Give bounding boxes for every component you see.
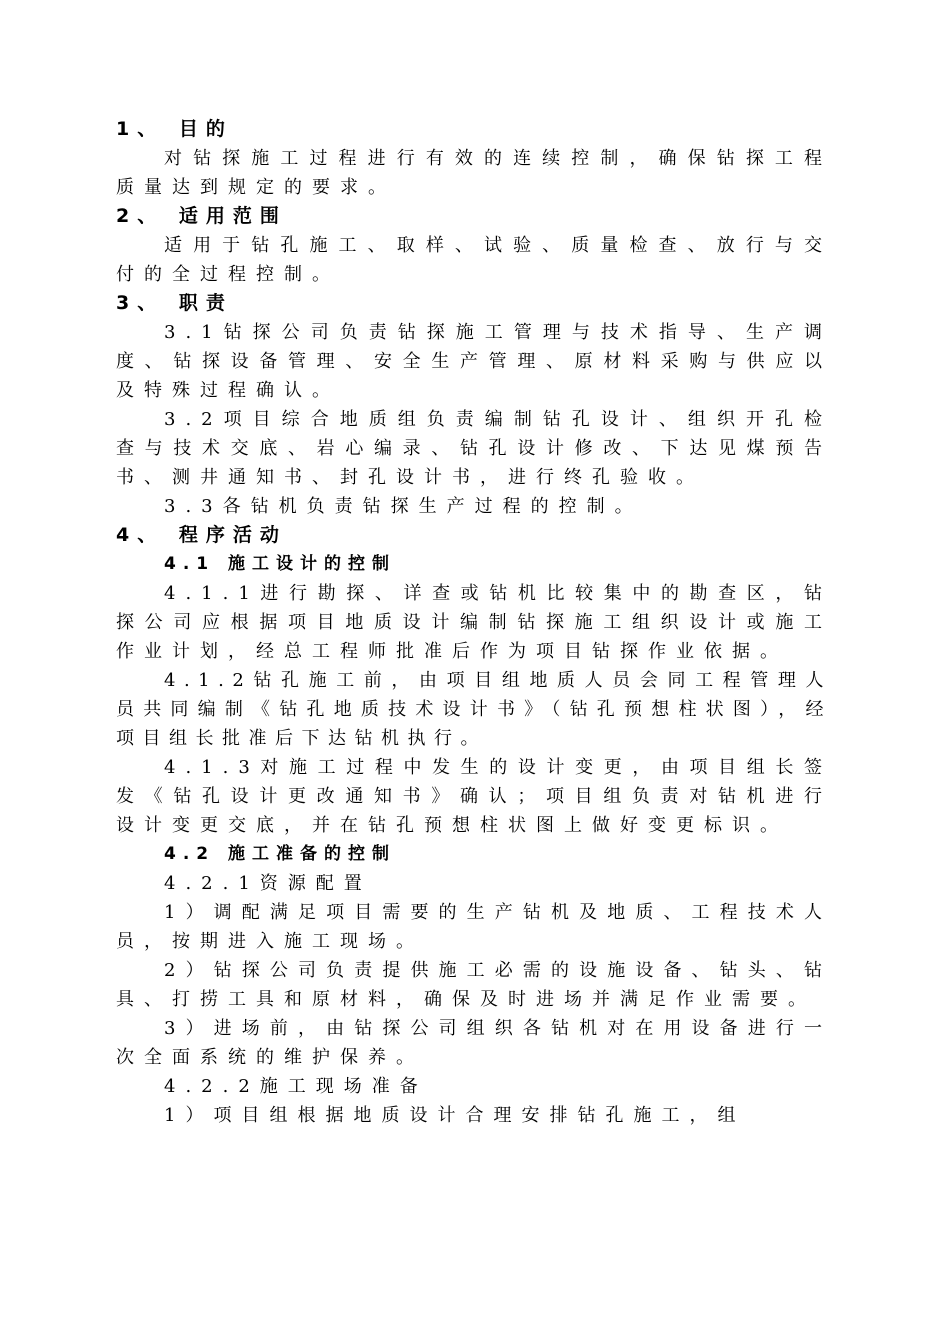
section-1-heading: 1、 目的	[116, 118, 233, 140]
section-1-paragraph: 对钻探施工过程进行有效的连续控制，确保钻探工程质量达到规定的要求。	[116, 148, 832, 198]
document-page	[116, 115, 832, 1130]
section-4-2-1-item-3: 3）进场前，由钻探公司组织各钻机对在用设备进行一次全面系统的维护保养。	[116, 1018, 832, 1068]
section-4-2-2-heading: 4.2.2施工现场准备	[164, 1076, 428, 1097]
section-3-3-paragraph: 3.3各钻机负责钻探生产过程的控制。	[164, 496, 643, 517]
section-3-1-paragraph: 3.1钻探公司负责钻探施工管理与技术指导、生产调度、钻探设备管理、安全生产管理、原材料采购与供应以及特殊过程确认。	[116, 322, 832, 401]
section-4-2-1-heading: 4.2.1资源配置	[164, 873, 372, 894]
section-3-2-paragraph: 3.2项目综合地质组负责编制钻孔设计、组织开孔检查与技术交底、岩心编录、钻孔设计修改、下达见煤预告书、测井通知书、封孔设计书，进行终孔验收。	[116, 409, 832, 488]
section-4-2-1-item-1: 1）调配满足项目需要的生产钻机及地质、工程技术人员，按期进入施工现场。	[116, 902, 832, 952]
section-4-1-1-paragraph: 4.1.1进行勘探、详查或钻机比较集中的勘查区，钻探公司应根据项目地质设计编制钻探施工组织设计或施工作业计划，经总工程师批准后作为项目钻探作业依据。	[116, 583, 832, 662]
section-4-1-heading: 4.1 施工设计的控制	[164, 554, 397, 574]
section-4-heading: 4、 程序活动	[116, 524, 287, 546]
section-2-heading: 2、 适用范围	[116, 205, 287, 227]
section-4-1-2-paragraph: 4.1.2钻孔施工前，由项目组地质人员会同工程管理人员共同编制《钻孔地质技术设计书》（钻孔预想柱状图），经项目组长批准后下达钻机执行。	[116, 670, 832, 749]
section-2-paragraph: 适用于钻孔施工、取样、试验、质量检查、放行与交付的全过程控制。	[116, 235, 832, 285]
section-4-1-3-paragraph: 4.1.3对施工过程中发生的设计变更，由项目组长签发《钻孔设计更改通知书》确认；项目组负责对钻机进行设计变更交底，并在钻孔预想柱状图上做好变更标识。	[116, 757, 832, 836]
section-4-2-1-item-2: 2）钻探公司负责提供施工必需的设施设备、钻头、钻具、打捞工具和原材料，确保及时进场并满足作业需要。	[116, 960, 832, 1010]
section-4-2-2-item-1: 1）项目组根据地质设计合理安排钻孔施工，组	[164, 1105, 746, 1126]
section-4-2-heading: 4.2 施工准备的控制	[164, 844, 397, 864]
section-3-heading: 3、 职责	[116, 292, 233, 314]
